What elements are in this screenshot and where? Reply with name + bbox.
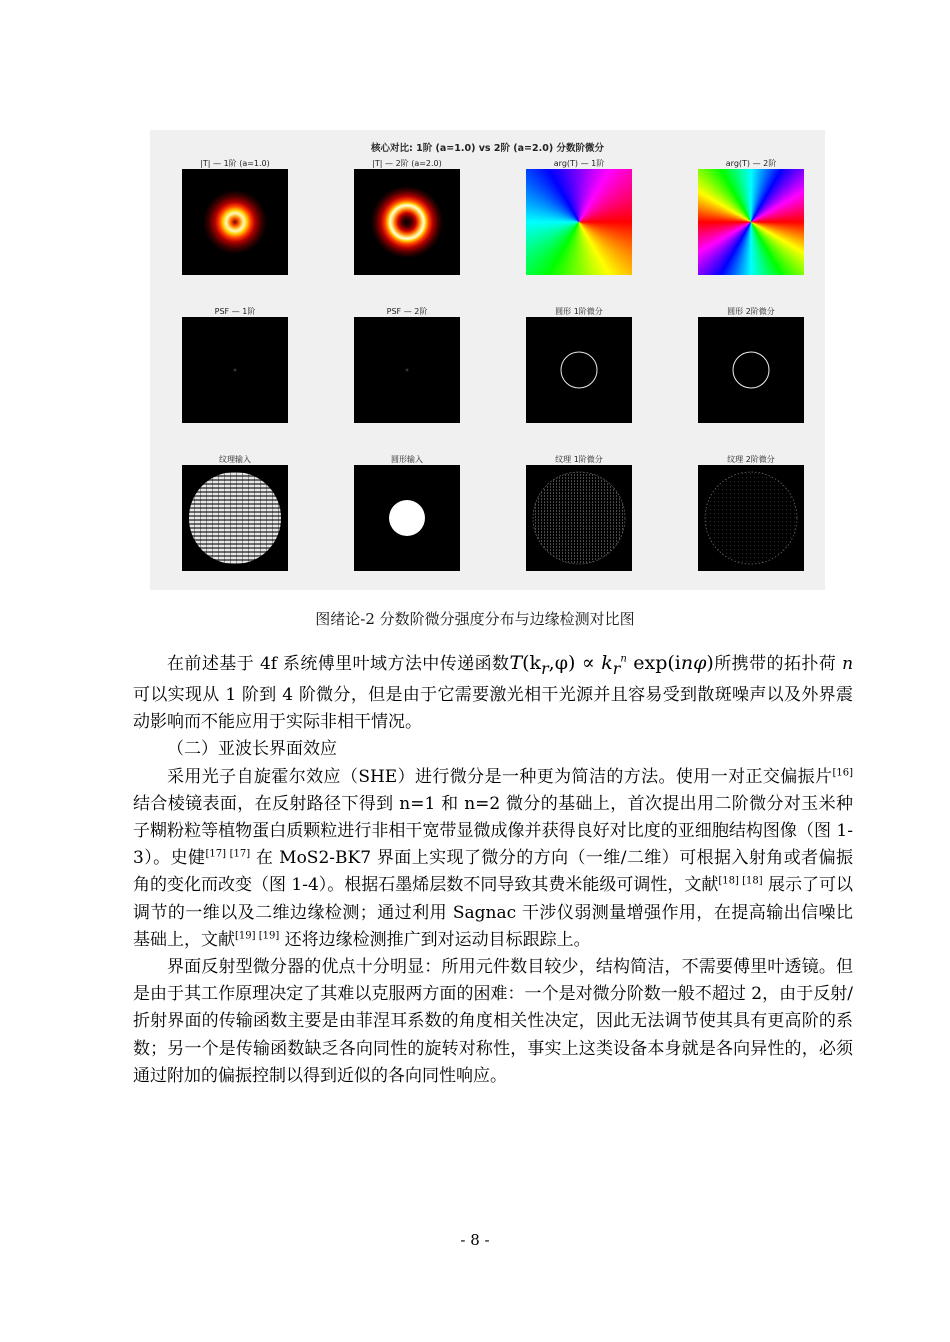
section-heading: （二）亚波长界面效应 xyxy=(167,739,337,760)
formula-part: nφ xyxy=(680,652,707,674)
citation-ref[interactable]: [19] [19] xyxy=(235,930,280,942)
panel-title: PSF — 2阶 xyxy=(386,307,428,316)
disk-input-image xyxy=(354,465,460,571)
psf-image xyxy=(354,317,460,423)
panel-title: 圆形 2阶微分 xyxy=(727,307,775,316)
texture-input-image xyxy=(182,465,288,571)
panel-title: |T| — 2阶 (a=2.0) xyxy=(372,159,442,168)
page-number: - 8 - xyxy=(460,1231,490,1249)
panel-title: PSF — 1阶 xyxy=(214,307,256,316)
circle-edge-image xyxy=(698,317,804,423)
circle-edge-image xyxy=(526,317,632,423)
citation-ref[interactable]: [16] xyxy=(832,766,853,778)
paragraph-text: 展示了可以调节的一维以及二维边缘检测；通过利用 Sagnac 干涉仪弱测量增强作用，在提高输出信噪比基础上，文献 xyxy=(133,875,854,950)
disk-graphic xyxy=(354,465,460,571)
panel-title: 圆形输入 xyxy=(391,455,423,464)
citation-ref[interactable]: [18] [18] xyxy=(718,875,763,887)
circle-edge-graphic xyxy=(698,317,804,423)
paragraph-text: 在 MoS2-BK7 界面上实现了微分的方向（一维/二维）可根据入射角或者偏振角的变化而改变（图 1-4）。根据石墨烯层数不同导致其费米能级可调性，文献 xyxy=(133,848,853,896)
formula-part: ∝ k xyxy=(575,652,613,674)
paragraph-text: 所携带的拓扑荷 xyxy=(713,654,843,674)
paragraph-1 xyxy=(133,650,853,736)
psf-image xyxy=(182,317,288,423)
formula-superscript: n xyxy=(620,653,627,665)
circle-edge-graphic xyxy=(526,317,632,423)
paragraph-text: 在前述基于 4f 系统傅里叶域方法中传递函数 xyxy=(167,654,510,674)
formula-subscript: r xyxy=(541,658,549,678)
formula-part: ) xyxy=(706,652,714,674)
panel-title: arg(T) — 2阶 xyxy=(725,159,777,168)
formula-part: (k xyxy=(522,652,542,674)
panel-title: 纹理 1阶微分 xyxy=(555,455,603,464)
texture-edge-image xyxy=(698,465,804,571)
panel-title: arg(T) — 1阶 xyxy=(553,159,605,168)
paragraph-text: 还将边缘检测推广到对运动目标跟踪上。 xyxy=(279,929,591,950)
topological-charge-symbol: n xyxy=(842,654,854,674)
phase-map-image xyxy=(698,169,804,275)
formula-part: exp(i xyxy=(626,652,681,674)
phase-map-image xyxy=(526,169,632,275)
paragraph-3: 界面反射型微分器的优点十分明显：所用元件数目较少，结构简洁，不需要傅里叶透镜。但是由于其工作原理决定了其难以克服两方面的困难：一个是对微分阶数一般不超过 2，由于反射/折射界面的传输函数主要是由菲涅耳系数的角度相关性决定，因此无法调节使其具有更高阶的系数；另一个是传输函数缺乏各向同性的旋转对称性，事实上这类设备本身就是各向异性的，必须通过附加的偏振控制以得到近似的各向同性响应。 xyxy=(133,957,853,1086)
figure-caption: 图绪论-2 分数阶微分强度分布与边缘检测对比图 xyxy=(315,610,635,628)
formula-subscript: r xyxy=(612,658,621,678)
texture-edge-image xyxy=(526,465,632,571)
transfer-function-formula xyxy=(509,652,714,678)
texture-edge-graphic xyxy=(526,465,632,571)
figure-title: 核心对比: 1阶 (a=1.0) vs 2阶 (a=2.0) 分数阶微分 xyxy=(371,143,604,154)
texture-edge-graphic xyxy=(698,465,804,571)
figure xyxy=(150,130,825,590)
paragraph-text: 可以实现从 1 阶到 4 阶微分，但是由于它需要激光相干光源并且容易受到散斑噪声以及外界震动影响而不能应用于实际非相干情况。 xyxy=(133,685,853,733)
body-text xyxy=(133,650,853,1090)
formula-part: ,φ) xyxy=(548,652,576,674)
ring-intensity-image xyxy=(182,169,288,275)
texture-graphic xyxy=(182,465,288,571)
paragraph-2 xyxy=(133,764,853,954)
paragraph-text: 结合棱镜表面，在反射路径下得到 n=1 和 n=2 微分的基础上，首次提出用二阶微分对玉米种子糊粉粒等植物蛋白质颗粒进行非相干宽带显微成像并获得良好对比度的亚细胞结构图像（图 1-3）。史健 xyxy=(133,793,853,869)
panel-title: 纹理 2阶微分 xyxy=(727,455,775,464)
panel-title: |T| — 1阶 (a=1.0) xyxy=(200,159,270,168)
panel-title: 圆形 1阶微分 xyxy=(555,307,603,316)
paragraph-text: 采用光子自旋霍尔效应（SHE）进行微分是一种更为简洁的方法。使用一对正交偏振片 xyxy=(167,766,833,787)
citation-ref[interactable]: [17] [17] xyxy=(205,848,251,860)
panel-title: 纹理输入 xyxy=(219,455,251,464)
formula-part: T xyxy=(509,652,523,674)
ring-intensity-image xyxy=(354,169,460,275)
